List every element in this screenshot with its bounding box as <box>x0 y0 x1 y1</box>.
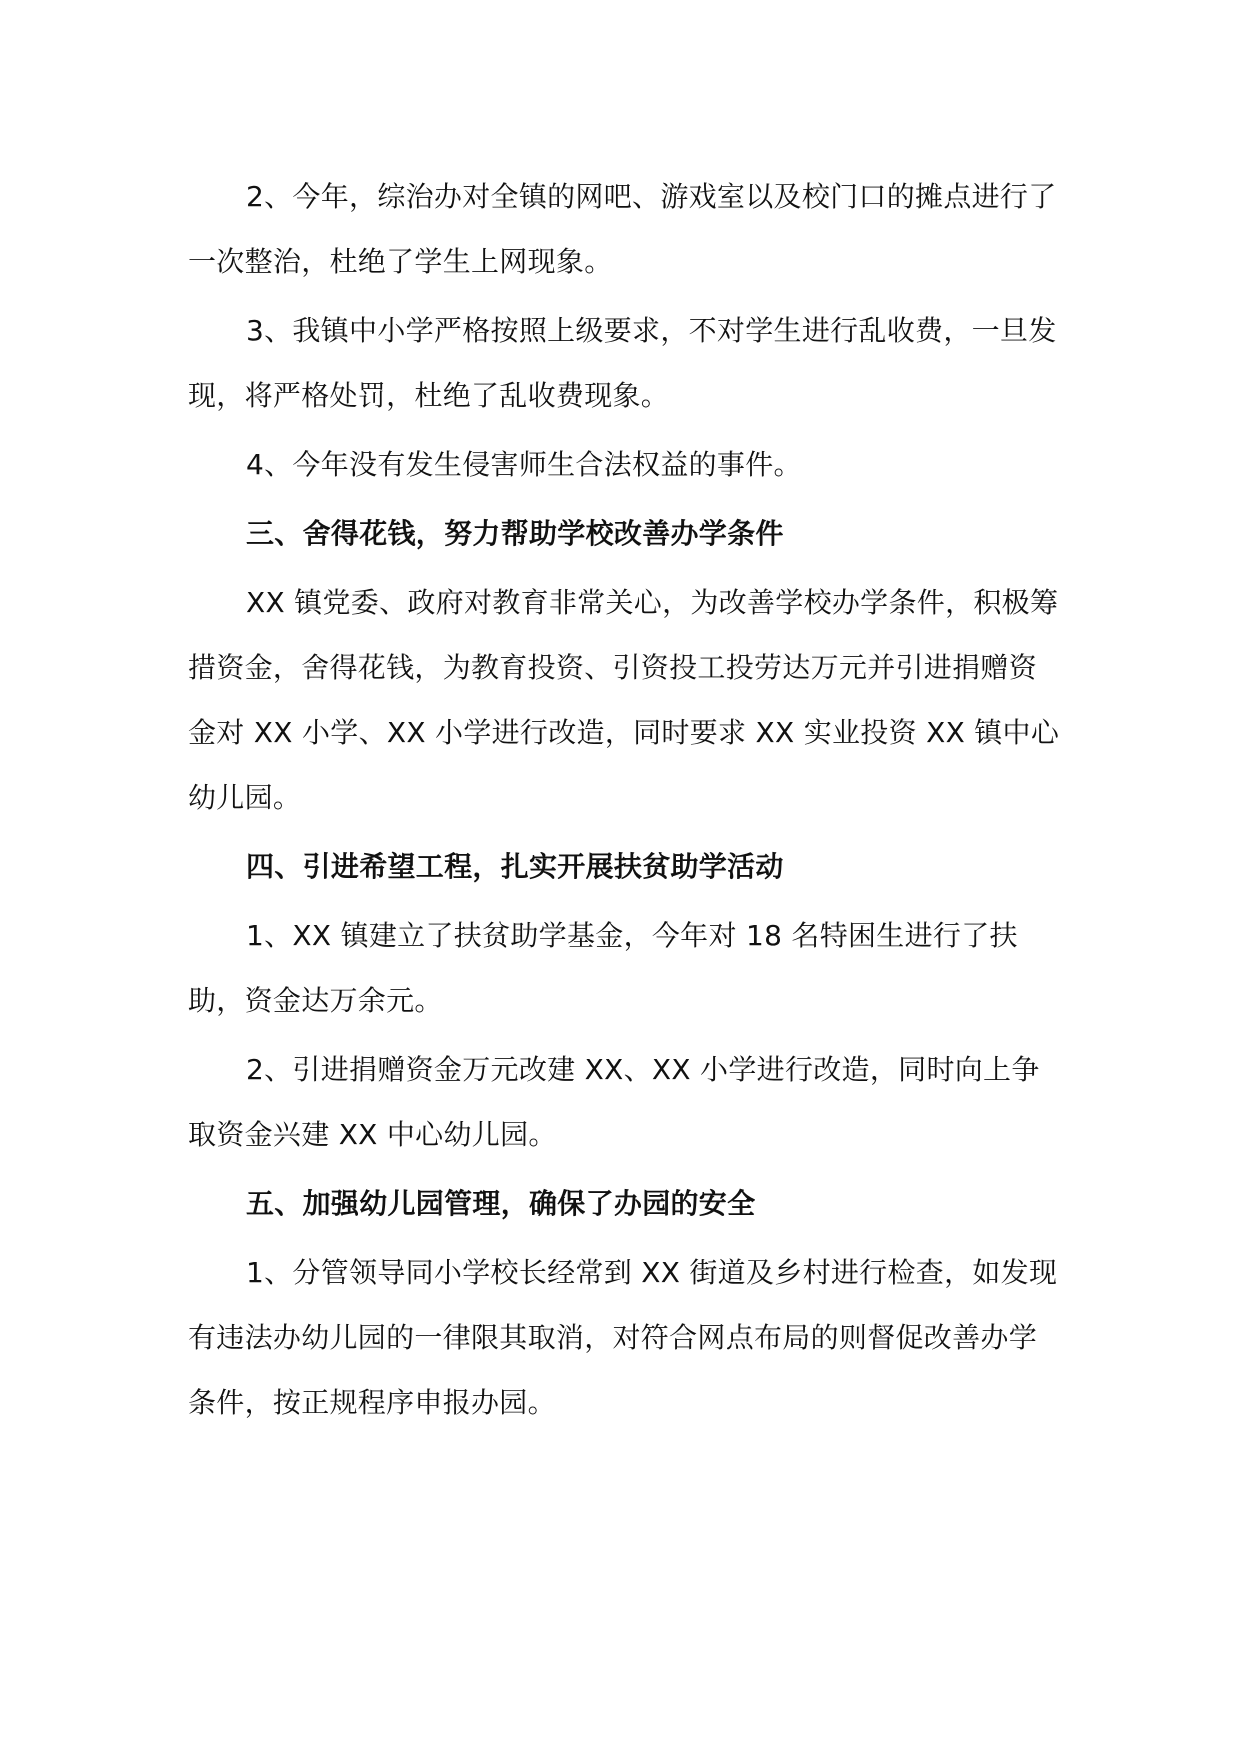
paragraph-donation-rebuild: 2、引进捐赠资金万元改建 XX、XX 小学进行改造，同时向上争取资金兴建 XX 中心幼儿园。 <box>188 1053 1040 1151</box>
section-heading-4: 四、引进希望工程，扎实开展扶贫助学活动 <box>246 850 784 883</box>
paragraph-school-investment: XX 镇党委、政府对教育非常关心，为改善学校办学条件，积极筹措资金，舍得花钱，为教育投资、引资投工投劳达万元并引进捐赠资金对 XX 小学、XX 小学进行改造，同时要求 XX 实业投资 XX 镇中心幼儿园。 <box>188 586 1060 814</box>
paragraph-item-3-fees: 3、我镇中小学严格按照上级要求，不对学生进行乱收费，一旦发现，将严格处罚，杜绝了乱收费现象。 <box>188 314 1057 412</box>
paragraph-kindergarten-inspection: 1、分管领导同小学校长经常到 XX 街道及乡村进行检查，如发现有违法办幼儿园的一律限其取消，对符合网点布局的则督促改善办学条件，按正规程序申报办园。 <box>188 1256 1058 1419</box>
paragraph-item-4-rights: 4、今年没有发生侵害师生合法权益的事件。 <box>246 448 802 481</box>
section-heading-5: 五、加强幼儿园管理，确保了办园的安全 <box>246 1187 756 1220</box>
document-body <box>188 164 1060 1439</box>
paragraph-item-2-internet-cafe: 2、今年，综治办对全镇的网吧、游戏室以及校门口的摊点进行了一次整治，杜绝了学生上网现象。 <box>188 180 1057 278</box>
paragraph-poverty-fund: 1、XX 镇建立了扶贫助学基金，今年对 18 名特困生进行了扶助，资金达万余元。 <box>188 919 1018 1017</box>
section-heading-3: 三、舍得花钱，努力帮助学校改善办学条件 <box>246 517 784 550</box>
